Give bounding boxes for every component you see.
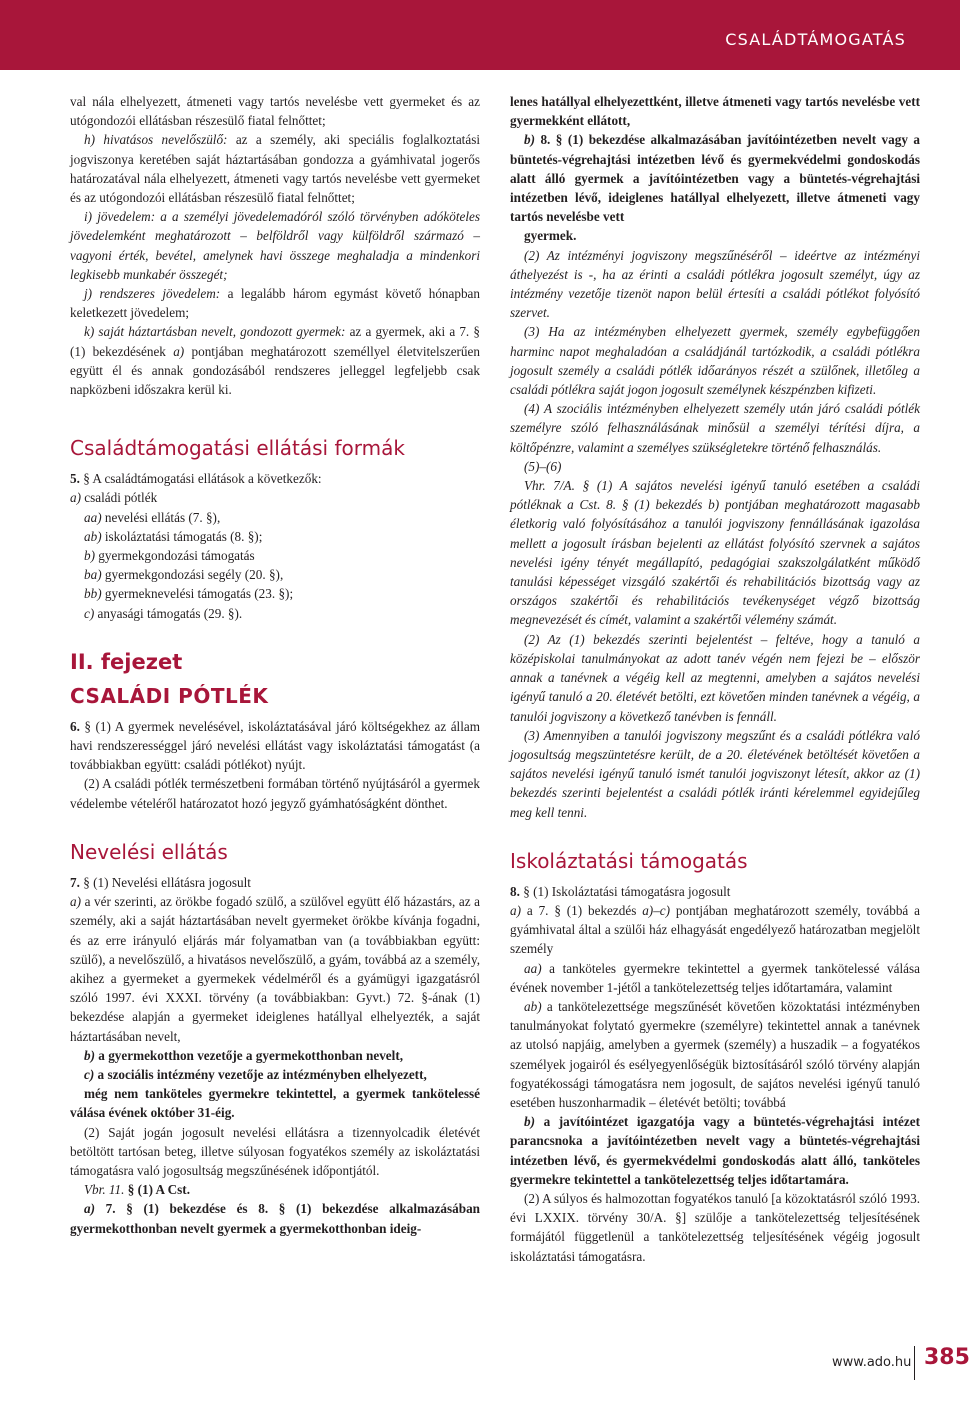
section-title: CSALÁDTÁMOGATÁS — [725, 30, 906, 49]
paragraph: gyermek. — [524, 228, 577, 244]
paragraph: (4) A szociális intézményben elhelyezett személy után járó családi pótlék személyre szóló felhasználásának minősül a személyi térítési díjra, a költőpénzre, valamint a személyes szükségletekre történő felhasználás. — [510, 401, 920, 455]
paragraph: b) 8. § (1) bekezdése alkalmazásában javítóintézetben nevelt vagy a büntetés-végrehajtási intézetben lévő és gyermekvédelmi gondoskodás alatt álló gyermek a javítóintézetben vagy a büntetés-végrehajtási intézetben lévő, ideiglenes hatállyal elhelyezett, illetve átmeneti vagy tartós nevelésbe vett — [510, 132, 920, 225]
paragraph: a) 7. § (1) bekezdése és 8. § (1) bekezdése alkalmazásában gyermekotthonban nevelt gyermek a gyermekotthonban ideig- — [70, 1201, 480, 1236]
paragraph: b) a gyermekotthon vezetője a gyermekotthonban nevelt, — [84, 1047, 404, 1063]
paragraph: (2) Saját jogán jogosult nevelési ellátásra a tizennyolcadik életévét betöltött tartósan beteg, illetve súlyosan fogyatékos személy az iskoláztatási támogatásra való jogosultság megszűnésének időpontjától. — [70, 1124, 480, 1178]
paragraph: (3) Amennyiben a tanulói jogviszony megszűnt és a családi pótlékra való jogosultság megszüntetésre került, de a 20. életévének betöltését követően a sajátos nevelési igényű tanuló ismét tanulói jogviszonyt létesít, akkor az (1) bekezdés szerinti bejelentést a családi pótlék iránti kérelemmel egyidejűleg meg kell tenni. — [510, 727, 920, 820]
heading-iskolaztatasi-tamogatas: Iskoláztatási támogatás — [510, 848, 748, 873]
heading-nevelesi-ellatas: Nevelési ellátás — [70, 839, 228, 864]
paragraph-k-definition: k) saját háztartásban nevelt, gondozott gyermek: az a gyermek, aki a 7. § (1) bekezdésének a) pontjában meghatározott személlyel életvitelszerűen együtt él és annak gondozásából rendszeres jelleggel legfeljebb csak napközbeni időszakra kerül ki. — [70, 324, 480, 398]
paragraph: val nála elhelyezett, átmeneti vagy tartós nevelésbe vett gyermeket és az utógondozói ellátásban részesülő fiatal felnőttet; — [70, 94, 480, 129]
paragraph: (2) A súlyos és halmozottan fogyatékos tanuló [a közoktatásról szóló 1993. évi LXXIX. törvény 30/A. §] szülője a tankötelezettség teljesítésének formájától függetlenül a tankötelezettség teljesítésének végéig jogosult iskoláztatási támogatásra. — [510, 1190, 920, 1264]
heading-ellatasi-formak: Családtámogatási ellátási formák — [70, 436, 405, 461]
paragraph: a) a vér szerinti, az örökbe fogadó szülő, a szülővel együtt élő házastárs, az a személy, aki a saját háztartásában nevelt gyermeket örökbe kívánja fogadni, és az erre irányuló eljárás már folyamatban van (a továbbiakban együtt: szülő), a nevelőszülő, a hivatásos nevelőszülő, a gyám, továbbá az a személy, akihez a gyermeket a gyermekek védelméről és a gyámügyi igazgatásról szóló 1997. évi XXXI. törvény (a továbbiakban: Gyvt.) 72. §-ának (1) bekezdése alapján a gyermeket ideiglenes hatállyal elhelyezték, a saját háztartásában nevelt, — [70, 894, 480, 1044]
list-item: c) anyasági támogatás (29. §). — [84, 605, 243, 621]
list-item: aa) nevelési ellátás (7. §), — [84, 509, 221, 525]
left-column — [70, 92, 480, 1238]
chapter-title: CSALÁDI PÓTLÉK — [70, 683, 269, 708]
footer-url: www.ado.hu — [832, 1355, 912, 1370]
paragraph: ab) a tankötelezettsége megszűnését követően közoktatási intézményben tanulmányokat folytató gyermekre (személyre) tekintettel annak a tanévnek az utolsó napjáig, amelyben a gyermek (személy) a huszadik – a fogyatékos személyek jogairól és esélyegyenlőségük biztosításáról szóló törvény alapján fogyatékossági támogatásra nem jogosult, de sajátos nevelési igényű tanuló esetében huszonharmadik – életévét betölti; továbbá — [510, 998, 920, 1110]
paragraph: (2) Az (1) bekezdés szerinti bejelentést – feltéve, hogy a tanuló a középiskolai tanulmányokat az adott tanév végén nem fejezi be – először annak a tanévnek a végéig kell az megtenni, amelyben a sajátos nevelési igényű tanuló a 20. életévét betölti, ezt követően minden tanévnek a végéig, a tanulói jogviszony a következő tanévben is fennáll. — [510, 631, 920, 724]
chapter-heading: II. fejezet — [70, 649, 183, 674]
section-7: 7. § (1) Nevelési ellátásra jogosult — [70, 874, 251, 890]
paragraph: b) a javítóintézet igazgatója vagy a büntetés-végrehajtási intézet parancsnoka a javítóintézetben nevelt vagy a büntetés-végrehajtási intézetben lévő, és gyermekvédelmi gondoskodás alatt álló, tanköteles gyermekre tekintettel a tankötelezettség teljes időtartamára. — [510, 1114, 920, 1187]
list-item: ab) iskoláztatási támogatás (8. §); — [84, 528, 263, 544]
paragraph-j-definition: j) rendszeres jövedelem: a legalább három egymást követő hónapban keletkezett jövedelem; — [70, 286, 481, 321]
paragraph: (5)–(6) — [524, 458, 562, 474]
paragraph: c) a szociális intézmény vezetője az intézményben elhelyezett, — [84, 1066, 427, 1082]
page-number: 385 — [924, 1345, 970, 1370]
footer-divider — [914, 1346, 915, 1380]
header-bar — [0, 0, 960, 70]
paragraph: aa) a tanköteles gyermekre tekintettel a gyermek tankötelessé válása évének november 1-jétől a tankötelezettség teljes időtartamára, valamint — [510, 960, 920, 995]
paragraph-h-definition: h) hivatásos nevelőszülő: az a személy, aki speciális foglalkoztatási jogviszonya keretében saját háztartásában gondozza a gyámhivatal jogerős határozatával nála elhelyezett, átmeneti vagy tartós nevelésbe vett gyermeket és az utógondozói ellátásban részesülő fiatal felnőttet; — [70, 132, 480, 206]
paragraph-i-definition: i) jövedelem: a a személyi jövedelemadóról szóló törvényben adóköteles jövedelemként meghatározott – belföldről vagy külföldről származó – vagyoni érték, bevétel, amelynek havi összege meghaladja a mindenkori legkisebb munkabér összegét; — [70, 209, 480, 282]
paragraph: a) a 7. § (1) bekezdés a)–c) pontjában meghatározott személy, továbbá a gyámhivatal által a szülői ház elhagyását engedélyező határozatban megjelölt személy — [510, 902, 920, 957]
paragraph: Vbr. 11. § (1) A Cst. — [84, 1182, 190, 1198]
paragraph: (3) Ha az intézményben elhelyezett gyermek, személy egybefüggően harminc napot meghaladóan a családjánál tartózkodik, a családi pótlékra jogosult személy a családi pótlék időarányos részét a szülőnek, illetőleg a családi pótlékra saját jogon jogosult személynek készpénzben kifizeti. — [510, 324, 920, 398]
list-item: ba) gyermekgondozási segély (20. §), — [84, 567, 284, 583]
paragraph: (2) A családi pótlék természetbeni formában történő nyújtásáról a gyermek védelembe vételéről határozatot hozó jegyző gyámhatóságként dönthet. — [70, 776, 480, 811]
paragraph: még nem tanköteles gyermekre tekintettel, a gyermek tankötelessé válása évének október 31-éig. — [70, 1086, 480, 1121]
section-6: 6. § (1) A gyermek nevelésével, iskoláztatásával járó költségekhez az állam havi rendszerességgel járó nevelési ellátást vagy iskoláztatási támogatást (a továbbiakban együtt: családi pótlékot) nyújt. — [70, 718, 480, 773]
right-column — [510, 92, 920, 1266]
section-8: 8. § (1) Iskoláztatási támogatásra jogosult — [510, 883, 731, 899]
list-item: a) családi pótlék — [70, 490, 158, 506]
list-item: b) gyermekgondozási támogatás — [84, 548, 255, 564]
paragraph: (2) Az intézményi jogviszony megszűnéséről – ideértve az intézményi áthelyezést is -, ha az érinti a családi pótlékra jogosult személyt, úgy az intézmény vezetője tizenöt napon belül értesíti a családi pótlékot folyósító szervet. — [510, 247, 920, 321]
list-item: bb) gyermeknevelési támogatás (23. §); — [84, 586, 294, 602]
section-5: 5. § A családtámogatási ellátások a következők: — [70, 471, 322, 487]
paragraph: Vhr. 7/A. § (1) A sajátos nevelési igényű tanuló esetében a családi pótléknak a Cst. 8. § (1) bekezdés b) pontjában meghatározott magasabb életkorig való folyósításához a tanulói jogviszony fennállásának igazolása mellett a jogosult írásban bejelenti az ellátást folyósító szervnek a sajátos nevelési igény tényét megállapító, pedagógiai szakszolgálatként működő tanulási képességet vizsgáló szakértői és rehabilitációs bizottság vagy az országos szakértői és rehabilitációs tevékenységet végző bizottság megnevezését és címét, valamint a szakértői vélemény számát. — [510, 478, 920, 628]
paragraph: lenes hatállyal elhelyezettként, illetve átmeneti vagy tartós nevelésbe vett gyermekként ellátott, — [510, 94, 920, 129]
